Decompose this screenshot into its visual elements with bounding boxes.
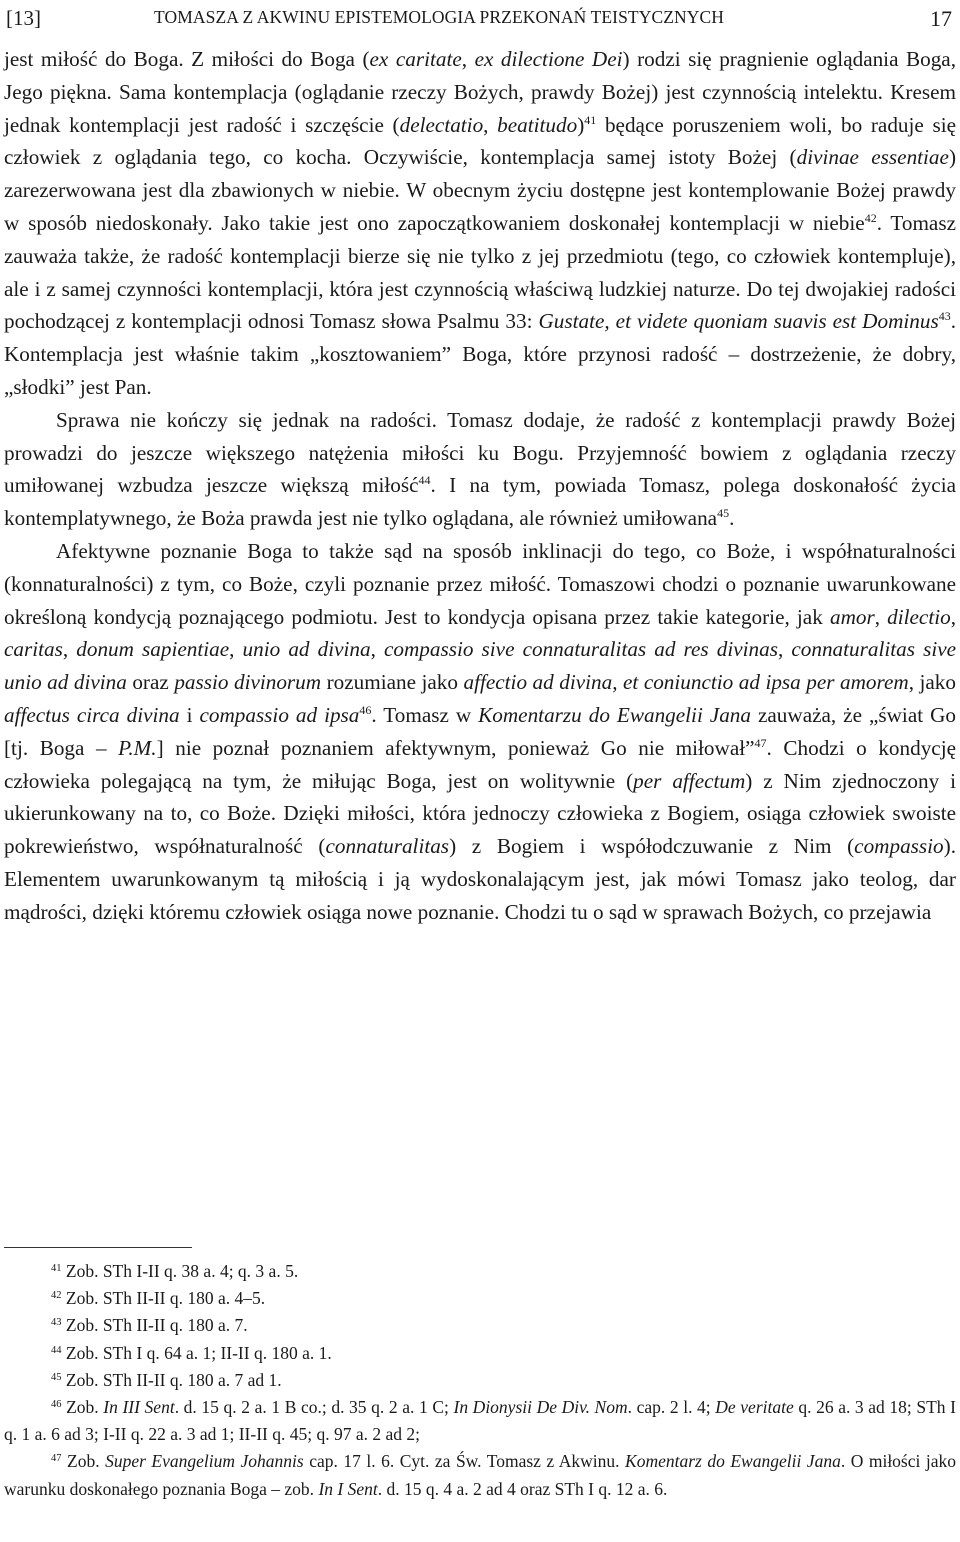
footnote-separator xyxy=(4,1247,192,1248)
footnote-number: 42 xyxy=(51,1290,62,1302)
footnote: $^{42}$ Zob. STh II-II q. 180 a. 4–5. xyxy=(51,1288,266,1309)
paragraph: Sprawa nie kończy się jednak na radości. Tomasz dodaje, że radość z kontemplacji prawdy Bożej prowadzi do jeszcze większego natężenia miłości ku Bogu. Przyjemność bowiem z oglądania rzeczy umiłowanej wzbudza jeszcze większą miłość$^{44}$. I na tym, powiada Tomasz, polega doskonałość życia kontemplatywnego, że Boża prawda jest nie tylko oglądana, ale również umiłowana$^{45}$. xyxy=(4,407,956,531)
running-title: TOMASZA Z AKWINU EPISTEMOLOGIA PRZEKONAŃ TEISTYCZNYCH xyxy=(154,7,724,27)
footnote: $^{44}$ Zob. STh I q. 64 a. 1; II-II q. 180 a. 1. xyxy=(51,1342,332,1363)
footnote: $^{46}$ Zob. In III Sent. d. 15 q. 2 a. 1 B co.; d. 35 q. 2 a. 1 C; In Dionysii De Div. Nom. cap. 2 l. 4; De veritate q. 26 a. 3 ad 18; STh I q. 1 a. 6 ad 3; I-II q. 22 a. 3 ad 1; II-II q. 45; q. 97 a. 2 ad 2; xyxy=(4,1397,956,1445)
footnote-number: 41 xyxy=(51,1263,62,1274)
footnote: $^{45}$ Zob. STh II-II q. 180 a. 7 ad 1. xyxy=(51,1369,282,1390)
footnote: $^{41}$ Zob. STh I-II q. 38 a. 4; q. 3 a. 5. xyxy=(51,1261,299,1281)
footnote-number: 45 xyxy=(51,1371,62,1383)
section-marker: [13] xyxy=(6,6,41,30)
running-header xyxy=(6,4,952,34)
footnote: $^{47}$ Zob. Super Evangelium Johannis cap. 17 l. 6. Cyt. za Św. Tomasz z Akwinu. Komentarz do Ewangelii Jana. O miłości jako warunku doskonałego poznania Boga – zob. In I Sent. d. 15 q. 4 a. 2 ad 4 oraz STh I q. 12 a. 6. xyxy=(4,1451,957,1499)
footnote-number: 43 xyxy=(51,1317,62,1329)
main-text xyxy=(4,43,956,929)
footnote-number: 44 xyxy=(51,1344,62,1356)
page-number: 17 xyxy=(930,6,952,31)
footnote: $^{43}$ Zob. STh II-II q. 180 a. 7. xyxy=(51,1315,248,1336)
paragraph: jest miłość do Boga. Z miłości do Boga (ex caritate, ex dilectione Dei) rodzi się pragnienie oglądania Boga, Jego piękna. Sama kontemplacja (oglądanie rzeczy Bożych, prawdy Bożej) jest czynnością intelektu. Kresem jednak kontemplacji jest radość i szczęście (delectatio, beatitudo)$^{41}$ będące poruszeniem woli, bo raduje się człowiek z oglądania tego, co kocha. Oczywiście, kontemplacja samej istoty Bożej (divinae essentiae) zarezerwowana jest dla zbawionych w niebie. W obecnym życiu dostępne jest kontemplowanie Bożej prawdy w sposób niedoskonały. Jako takie jest ono zapoczątkowaniem doskonałej kontemplacji w niebie$^{42}$. Tomasz zauważa także, że radość kontemplacji bierze się nie tylko z jej przedmiotu (tego, co człowiek kontempluje), ale i z samej czynności kontemplacji, która jest czynnością właściwą ludzkiej naturze. Do tej dwojakiej radości pochodzącej z kontemplacji odnosi Tomasz słowa Psalmu 33: Gustate, et videte quoniam suavis est Dominus$^{43}$. Kontemplacja jest właśnie takim „kosztowaniem” Boga, które przynosi radość – dostrzeżenie, że dobry, „słodki” jest Pan. xyxy=(4,47,957,399)
footnote-number: 46 xyxy=(51,1399,62,1411)
footnotes xyxy=(4,1258,956,1503)
footnote-number: 47 xyxy=(51,1453,62,1465)
paragraph: Afektywne poznanie Boga to także sąd na sposób inklinacji do tego, co Boże, i współnaturalności (konnaturalności) z tym, co Boże, czyli poznanie przez miłość. Tomaszowi chodzi o poznanie uwarunkowane określoną kondycją poznającego podmiotu. Jest to kondycja opisana przez takie kategorie, jak amor, dilectio, caritas, donum sapientiae, unio ad divina, compassio sive connaturalitas ad res divinas, connaturalitas sive unio ad divina oraz passio divinorum rozumiane jako affectio ad divina, et coniunctio ad ipsa per amorem, jako affectus circa divina i compassio ad ipsa$^{46}$. Tomasz w Komentarzu do Ewangelii Jana zauważa, że „świat Go [tj. Boga – P.M.] nie poznał poznaniem afektywnym, ponieważ Go nie miłował”$^{47}$. Chodzi o kondycję człowieka polegającą na tym, że miłując Boga, jest on wolitywnie (per affectum) z Nim zjednoczony i ukierunkowany na to, co Boże. Dzięki miłości, która jednoczy człowieka z Bogiem, osiąga człowiek swoiste pokrewieństwo, współnaturalność (connaturalitas) z Bogiem i współodczuwanie z Nim (compassio). Elementem uwarunkowanym tą miłością i ją wydoskonalającym jest, jak mówi Tomasz jako teolog, dar mądrości, dzięki któremu człowiek osiąga nowe poznanie. Chodzi tu o sąd w sprawach Bożych, co przejawia xyxy=(4,538,957,924)
